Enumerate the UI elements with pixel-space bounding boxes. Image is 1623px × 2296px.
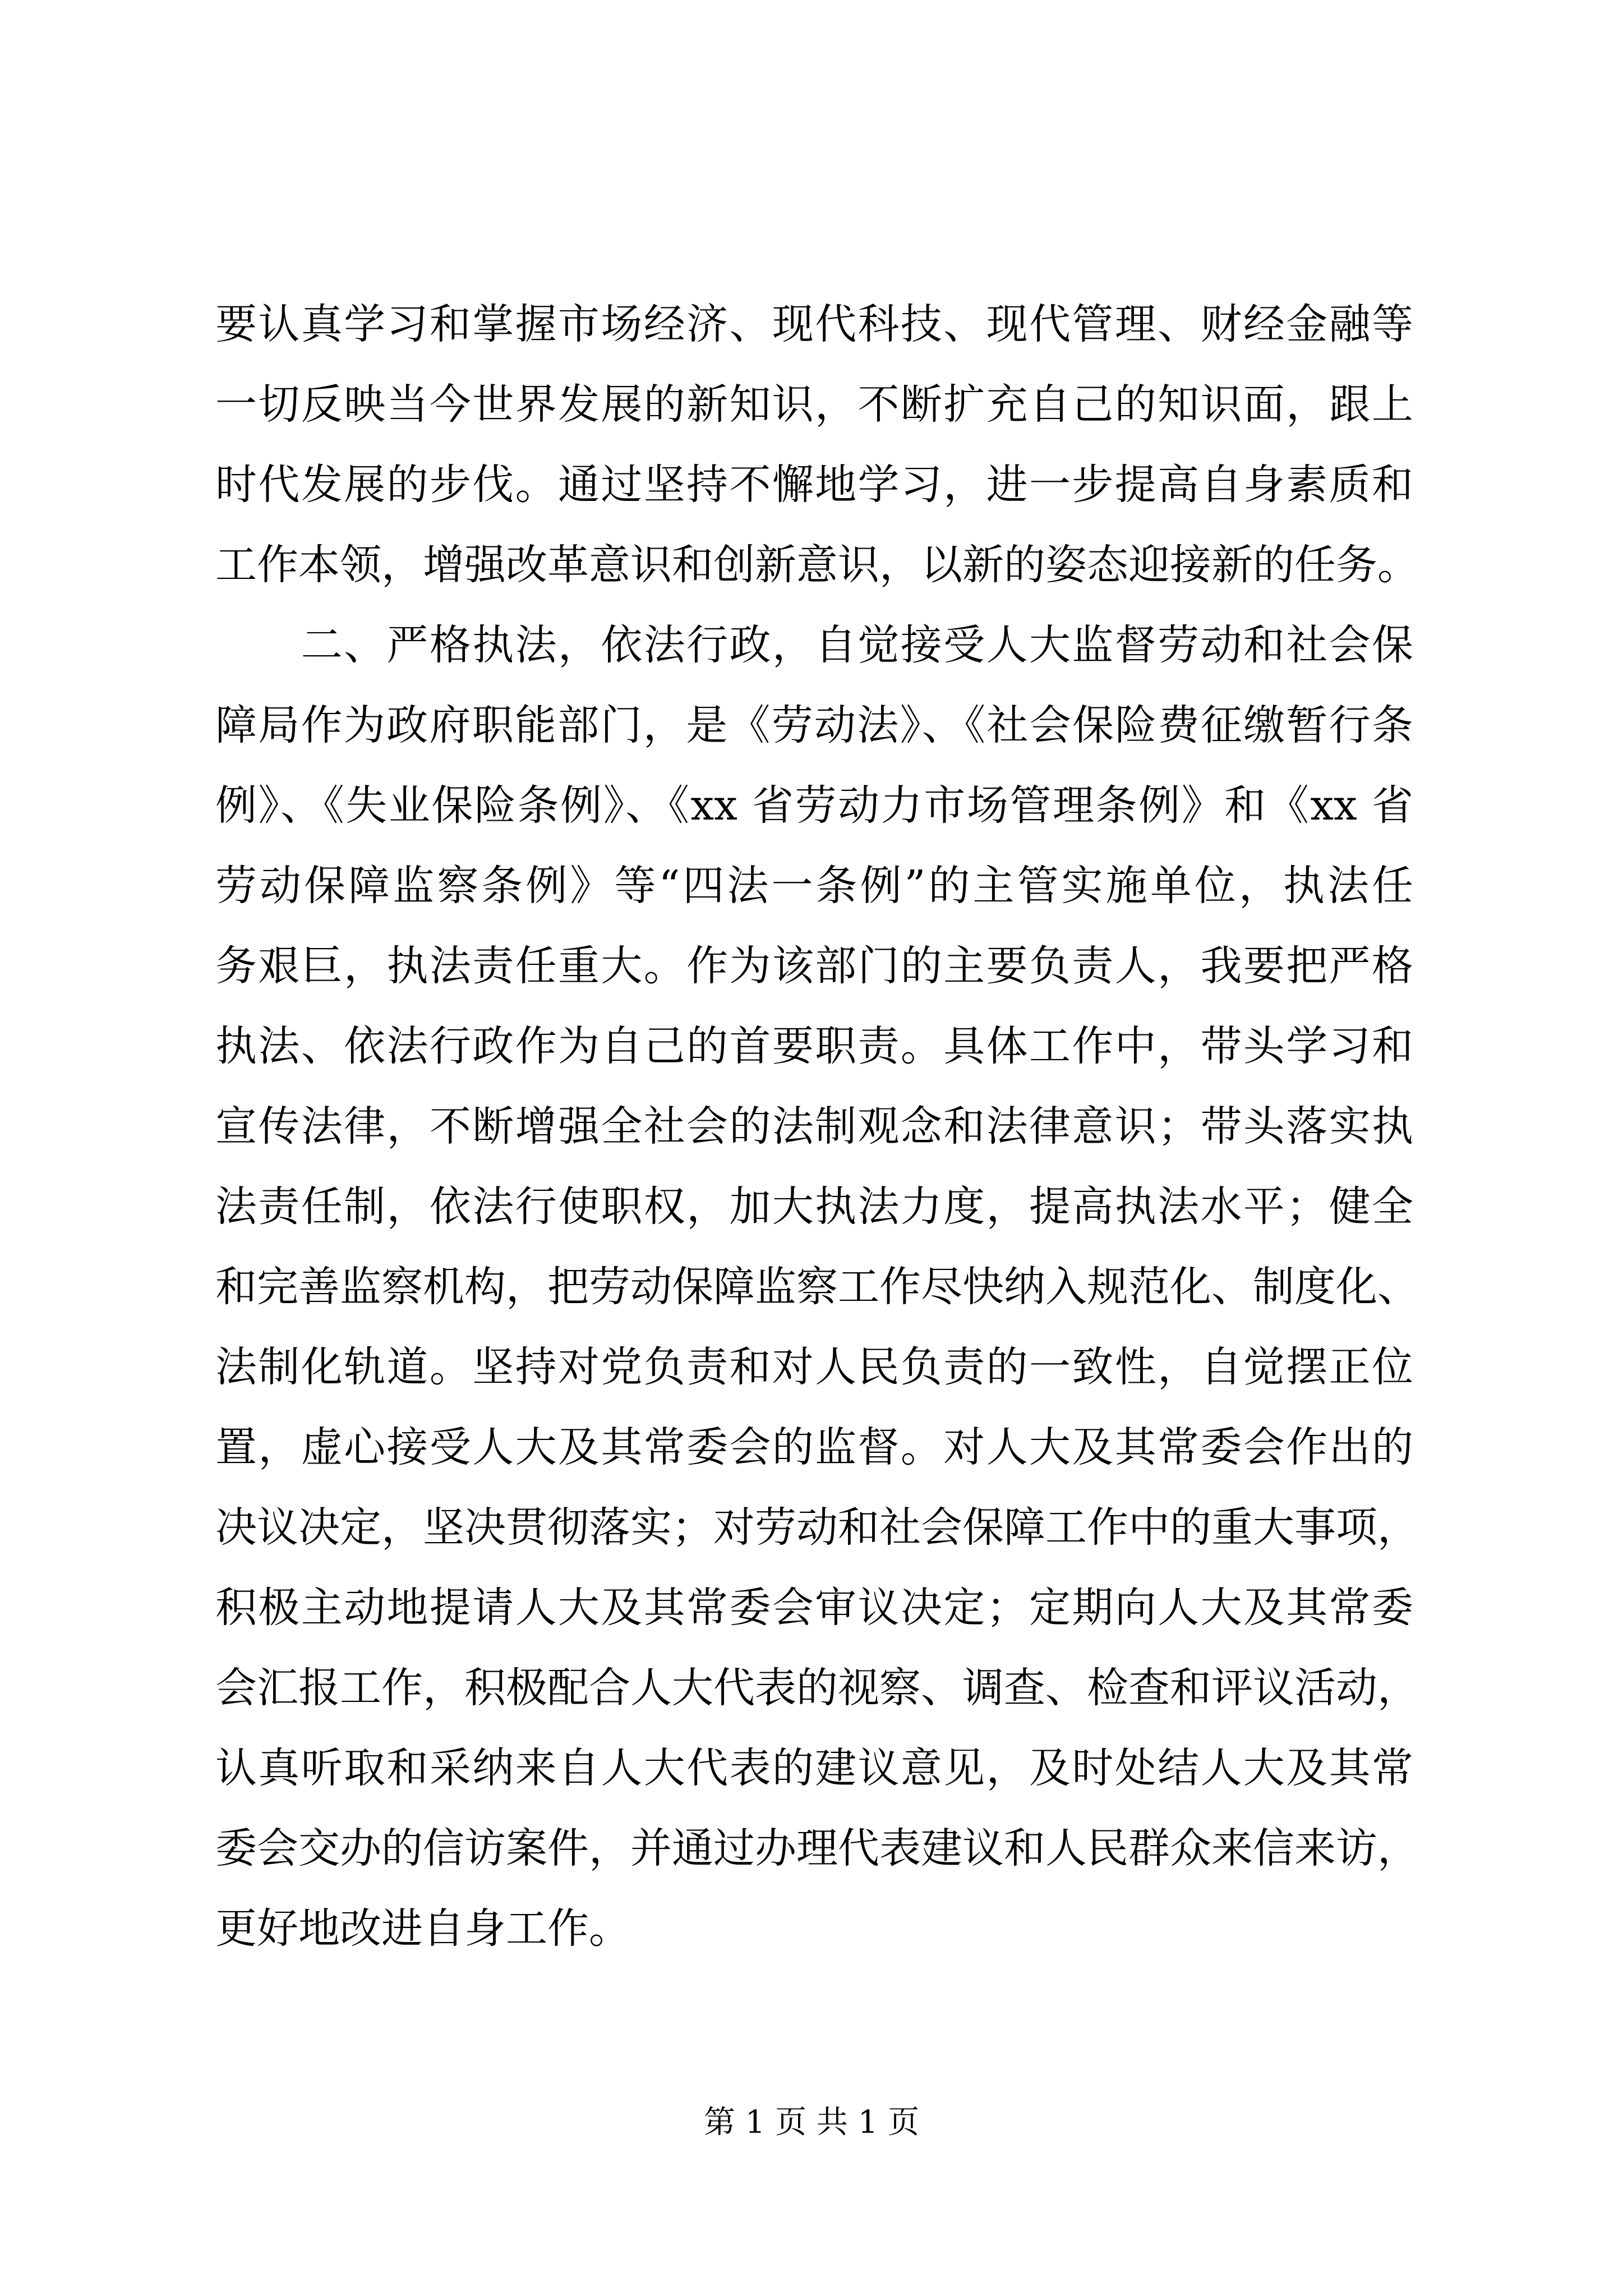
text-line: 一切反映当今世界发展的新知识，不断扩充自己的知识面，跟上 [215,380,1413,429]
text-line: 要认真学习和掌握市场经济、现代科技、现代管理、财经金融等 [215,300,1413,348]
text-line: 委会交办的信访案件，并通过办理代表建议和人民群众来信来访， [215,1824,1419,1872]
text-line: 决议决定，坚决贯彻落实；对劳动和社会保障工作中的重大事项， [215,1503,1419,1552]
text-line: 积极主动地提请人大及其常委会审议决定；定期向人大及其常委 [215,1584,1413,1632]
text-line: 法制化轨道。坚持对党负责和对人民负责的一致性，自觉摆正位 [215,1343,1413,1391]
text-line: 法责任制，依法行使职权，加大执法力度，提高执法水平；健全 [215,1182,1413,1231]
text-line: 宣传法律，不断增强全社会的法制观念和法律意识；带头落实执 [215,1102,1413,1151]
text-line: 时代发展的步伐。通过坚持不懈地学习，进一步提高自身素质和 [215,461,1413,509]
paragraph-2 [215,605,1419,1969]
text-line: 例》、《失业保险条例》、《xx 省劳动力市场管理条例》和《xx 省 [215,781,1413,830]
body-text [215,284,1419,1969]
text-line: 和完善监察机构，把劳动保障监察工作尽快纳入规范化、制度化、 [215,1263,1419,1311]
page-number-footer: 第 1 页 共 1 页 [703,2104,920,2141]
text-line: 障局作为政府职能部门，是《劳动法》、《社会保险费征缴暂行条 [215,701,1413,749]
text-line: 务艰巨，执法责任重大。作为该部门的主要负责人，我要把严格 [215,942,1413,990]
text-line: 更好地改进自身工作。 [215,1904,630,1953]
text-line: 认真听取和采纳来自人大代表的建议意见，及时处结人大及其常 [215,1744,1413,1792]
paragraph-1 [215,284,1419,605]
text-line: 会汇报工作，积极配合人大代表的视察、调查、检查和评议活动， [215,1664,1419,1712]
text-line: 工作本领，增强改革意识和创新意识，以新的姿态迎接新的任务。 [215,541,1419,589]
text-line: 执法、依法行政作为自己的首要职责。具体工作中，带头学习和 [215,1022,1413,1070]
text-line: 置，虚心接受人大及其常委会的监督。对人大及其常委会作出的 [215,1423,1413,1471]
section-heading-line: 二、严格执法，依法行政，自觉接受人大监督劳动和社会保 [215,621,1413,669]
text-line: 劳动保障监察条例》等“四法一条例”的主管实施单位，执法任 [215,862,1413,910]
